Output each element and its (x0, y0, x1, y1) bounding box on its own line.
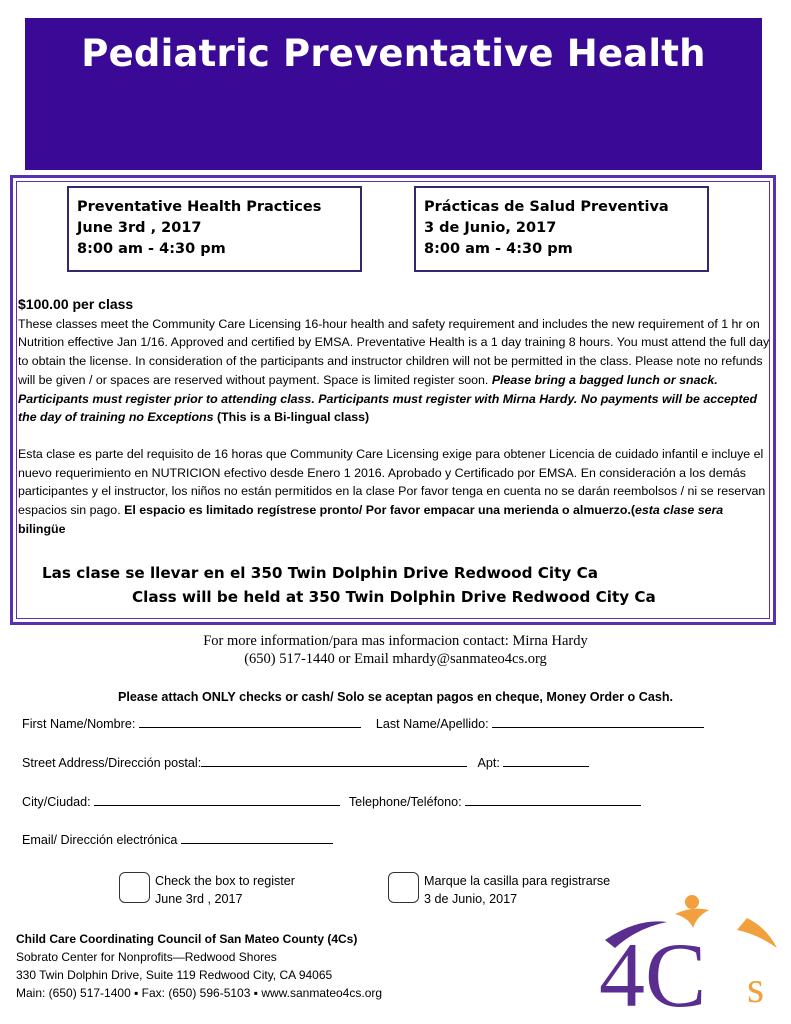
logo-4c-text: 4C (599, 924, 707, 1018)
street-label: Street Address/Dirección postal: (22, 756, 202, 770)
english-class-date: June 3rd , 2017 (77, 220, 202, 236)
price-label: $100.00 per class (18, 296, 134, 312)
telephone-field[interactable] (465, 793, 641, 806)
spanish-class-time: 8:00 am - 4:30 pm (424, 241, 573, 257)
title-banner (25, 18, 762, 170)
contact-line: For more information/para mas informacion contact: Mirna Hardy (203, 633, 588, 649)
figure-head-icon (685, 895, 699, 909)
spanish-bilingual: bilingüe (18, 521, 66, 536)
location-english: Class will be held at 350 Twin Dolphin Drive Redwood City Ca (132, 588, 656, 606)
name-row (22, 715, 704, 731)
spanish-description (18, 445, 770, 539)
footer-org: Child Care Coordinating Council of San Mateo County (4Cs) (16, 932, 358, 946)
register-text-spanish: Marque la casilla para registrarse (424, 874, 611, 888)
street-field[interactable] (201, 754, 467, 767)
spanish-class-date: 3 de Junio, 2017 (424, 220, 557, 236)
telephone-label: Telephone/Teléfono: (348, 795, 466, 809)
spanish-class-box (414, 186, 709, 272)
spanish-italic-note: esta clase sera (635, 503, 724, 518)
address-row (22, 754, 589, 770)
register-label-spanish (424, 872, 610, 908)
spanish-class-title: Prácticas de Salud Preventiva (424, 199, 669, 215)
footer (16, 930, 382, 1002)
city-field[interactable] (94, 793, 340, 806)
english-class-title: Preventative Health Practices (77, 199, 322, 215)
register-checkbox-english[interactable] (119, 872, 150, 903)
register-label-english (155, 872, 295, 908)
payment-note: Please attach ONLY checks or cash/ Solo se aceptan pagos en cheque, Money Order o Cash. (117, 690, 674, 704)
bilingual-note: (This is a Bi-lingual class) (213, 410, 370, 425)
swoosh-right-icon (737, 918, 777, 948)
footer-phones: Main: (650) 517-1400 ▪ Fax: (650) 596-5103 ▪ www.sanmateo4cs.org (16, 986, 383, 1000)
register-date-spanish: 3 de Junio, 2017 (424, 892, 518, 906)
location-spanish: Las clase se llevar en el 350 Twin Dolphin Drive Redwood City Ca (42, 564, 598, 582)
email-field[interactable] (181, 831, 333, 844)
english-class-box (67, 186, 362, 272)
register-text-english: Check the box to register (155, 874, 296, 888)
english-description-text: These classes meet the Community Care Licensing 16-hour health and safety requirement and includes the new requirement of 1 hr on Nutrition effective Jan 1/16. Approved and certified by EMSA. Preventative Health is a 1 day training 8 hours. You must attend the full day to obtain the license. In consideration of the participants and instructor children will not be permitted in the class. Please note no refunds will be given / or spaces are reserved without payment. Space is limited register soon. (18, 316, 770, 387)
english-class-time: 8:00 am - 4:30 pm (77, 241, 226, 257)
register-date-english: June 3rd , 2017 (155, 892, 243, 906)
last-name-field[interactable] (492, 715, 704, 728)
class-description (18, 295, 770, 538)
email-label: Email/ Dirección electrónica (22, 833, 181, 847)
page-title: Pediatric Preventative Health (81, 32, 706, 75)
email-row (22, 831, 333, 847)
4cs-logo (597, 888, 787, 1018)
english-requirements: Please bring a bagged lunch or snack. Participants must register prior to attending class. Participants must register with Mirna Hardy. No payments will be accepted the day of training no Exceptions (18, 372, 758, 425)
first-name-field[interactable] (139, 715, 361, 728)
logo-s-text: s (747, 963, 765, 1012)
spanish-requirements: El espacio es limitado regístrese pronto/ Por favor empacar una merienda o almuerzo.( (124, 503, 636, 518)
last-name-label: Last Name/Apellido: (375, 717, 493, 731)
4cs-logo-graphic (597, 888, 787, 1018)
english-description (18, 315, 770, 427)
apt-field[interactable] (503, 754, 589, 767)
city-label: City/Ciudad: (22, 795, 95, 809)
first-name-label: First Name/Nombre: (22, 717, 139, 731)
footer-address: 330 Twin Dolphin Drive, Suite 119 Redwood City, CA 94065 (16, 968, 333, 982)
footer-center: Sobrato Center for Nonprofits—Redwood Shores (16, 950, 277, 964)
contact-phone-email: (650) 517-1440 or Email mhardy@sanmateo4cs.org (244, 651, 547, 667)
apt-label: Apt: (477, 756, 504, 770)
city-row (22, 793, 641, 809)
register-checkbox-spanish[interactable] (388, 872, 419, 903)
spanish-description-text: Esta clase es parte del requisito de 16 horas que Community Care Licensing exige para obtener Licencia de cuidado infantil e incluye el nuevo requerimiento en NUTRICION efectivo desde Enero 1 2016. Aprobado y Certificado por EMSA. En consideración a los demás participantes y el instructor, los niños no están permitidos en la clase Por favor tenga en cuenta no se darán reembolsos / ni se reservan espacios sin pago. (18, 446, 766, 518)
